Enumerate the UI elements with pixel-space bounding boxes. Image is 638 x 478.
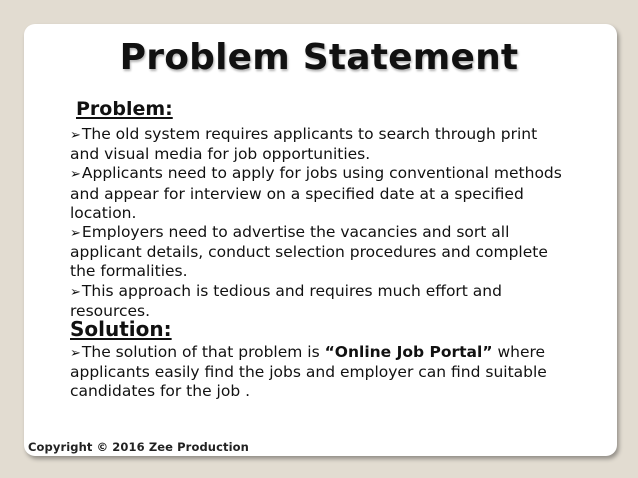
problem-bullet-2 [70,164,570,223]
arrow-bullet-icon: ➢ [70,284,81,300]
solution-heading: Solution: [70,317,172,341]
problem-bullet-list [70,125,570,321]
problem-heading: Problem: [76,98,173,120]
problem-bullet-3 [70,223,570,282]
solution-highlight: “Online Job Portal” [324,343,493,361]
arrow-bullet-icon: ➢ [70,226,81,242]
problem-bullet-4 [70,282,570,321]
arrow-bullet-icon: ➢ [70,346,81,361]
problem-bullet-text: Employers need to advertise the vacancies and sort all applicant details, conduct selection procedures and complete the formalities. [70,223,548,281]
problem-bullet-text: This approach is tedious and requires much effort and resources. [70,281,502,320]
slide-title: Problem Statement [119,37,519,78]
solution-bullet [70,343,570,402]
solution-bullet-list [70,343,570,402]
problem-bullet-text: The old system requires applicants to search through print and visual media for job opportunities. [70,125,538,164]
solution-bullet-suffix: where applicants easily find the jobs and employer can find suitable candidates for the job . [70,343,547,401]
arrow-bullet-icon: ➢ [70,128,81,143]
copyright-footer: Copyright © 2016 Zee Production [28,440,249,454]
arrow-bullet-icon: ➢ [70,167,81,183]
problem-bullet-text: Applicants need to apply for jobs using conventional methods and appear for interview on a specified date at a specified location. [70,164,562,222]
problem-bullet-1 [70,125,570,164]
solution-bullet-prefix: The solution of that problem is [81,343,325,361]
